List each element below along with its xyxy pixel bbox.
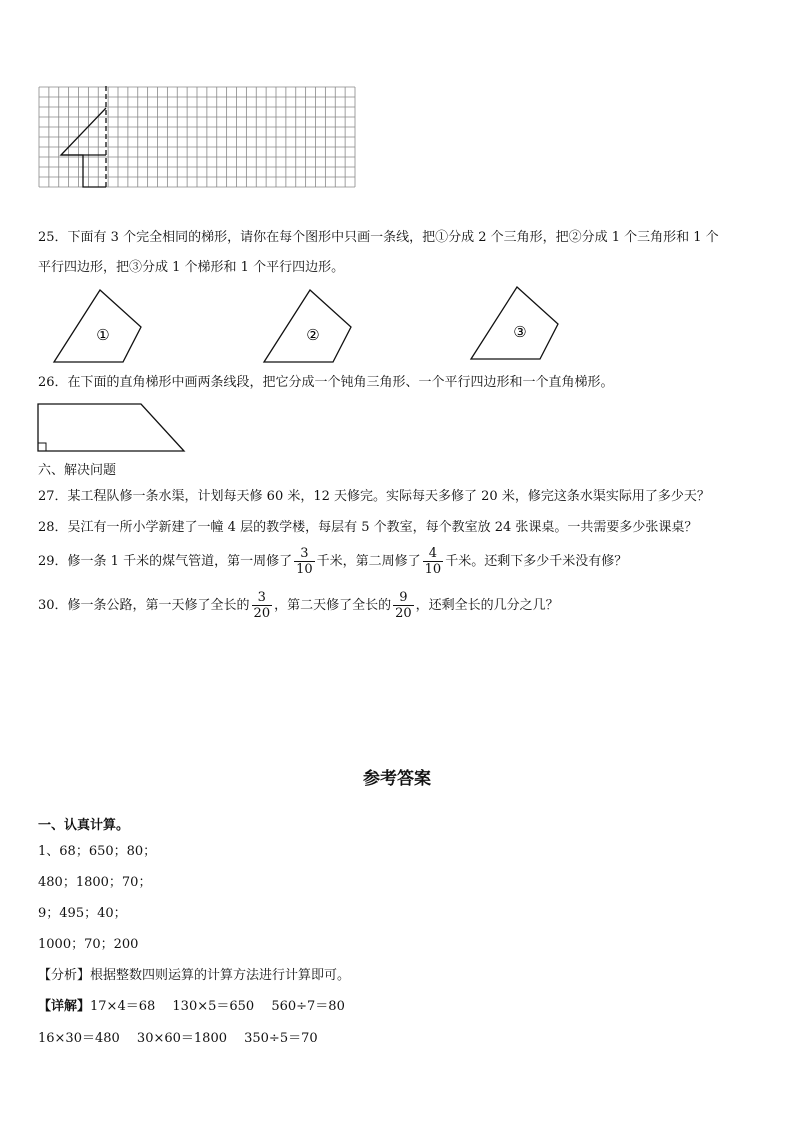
detail-label: 【详解】	[38, 999, 91, 1014]
answer-analysis: 【分析】根据整数四则运算的计算方法进行计算即可。	[38, 968, 351, 983]
answer-line-3: 9；495；40；	[38, 906, 127, 921]
grid-lines	[39, 87, 355, 187]
question-25-line2: 平行四边形，把③分成 1 个梯形和 1 个平行四边形。	[38, 260, 345, 275]
answers-title: 参考答案	[363, 769, 431, 789]
answer-detail-1	[38, 997, 345, 1017]
fraction-4-10	[423, 546, 444, 577]
question-27: 27．某工程队修一条水渠，计划每天修 60 米，12 天修完。实际每天多修了 20 米，修完这条水渠实际用了多少天？	[38, 489, 710, 504]
fraction-denominator: 20	[253, 606, 271, 621]
question-29-mid: 千米，第二周修了	[316, 553, 421, 569]
question-29	[38, 546, 627, 577]
question-25-line1: 25．下面有 3 个完全相同的梯形，请你在每个图形中只画一条线，把①分成 2 个三角形，把②分成 1 个三角形和 1 个	[38, 230, 719, 245]
trapezoid-1-label: ①	[96, 326, 110, 344]
fraction-3-20	[252, 590, 273, 621]
question-30-mid: ，第二天修了全长的	[274, 597, 392, 613]
fraction-9-20	[393, 590, 414, 621]
answer-detail-2: 16×30＝480 30×60＝1800 350÷5＝70	[38, 1031, 318, 1046]
right-trapezoid	[38, 404, 184, 451]
section-6-heading: 六、解决问题	[38, 463, 117, 478]
fraction-denominator: 10	[424, 562, 442, 577]
half-shape	[61, 108, 106, 187]
answer-line-1: 1、68；650；80；	[38, 844, 157, 859]
fraction-numerator: 4	[428, 546, 438, 561]
trapezoid-3-label: ③	[513, 323, 527, 341]
question-26: 26．在下面的直角梯形中画两条线段，把它分成一个钝角三角形、一个平行四边形和一个直角梯形。	[38, 375, 614, 390]
right-trapezoid-figure	[36, 401, 190, 455]
question-30-pre: 30．修一条公路，第一天修了全长的	[38, 597, 250, 613]
fraction-numerator: 3	[257, 590, 266, 605]
answers-section-1: 一、认真计算。	[38, 818, 130, 833]
question-30-post: ，还剩全长的几分之几？	[415, 597, 559, 613]
fraction-3-10-a	[294, 546, 315, 577]
question-29-post: 千米。还剩下多少千米没有修？	[445, 553, 628, 569]
detail-line-1: 17×4＝68 130×5＝650 560÷7＝80	[90, 999, 345, 1014]
fraction-denominator: 20	[395, 606, 412, 621]
grid-figure	[38, 86, 358, 190]
trapezoid-figures	[40, 282, 580, 368]
fraction-numerator: 3	[300, 546, 309, 561]
answer-line-2: 480；1800；70；	[38, 875, 152, 890]
fraction-denominator: 10	[296, 562, 313, 577]
fraction-numerator: 9	[399, 590, 408, 605]
question-29-pre: 29．修一条 1 千米的煤气管道，第一周修了	[38, 553, 293, 569]
question-28: 28．吴江有一所小学新建了一幢 4 层的教学楼，每层有 5 个教室，每个教室放 24 张课桌。一共需要多少张课桌？	[38, 520, 698, 535]
answer-line-4: 1000；70；200	[38, 937, 139, 952]
right-angle-mark	[38, 443, 46, 451]
question-30	[38, 590, 559, 621]
trapezoid-2-label: ②	[306, 326, 320, 344]
